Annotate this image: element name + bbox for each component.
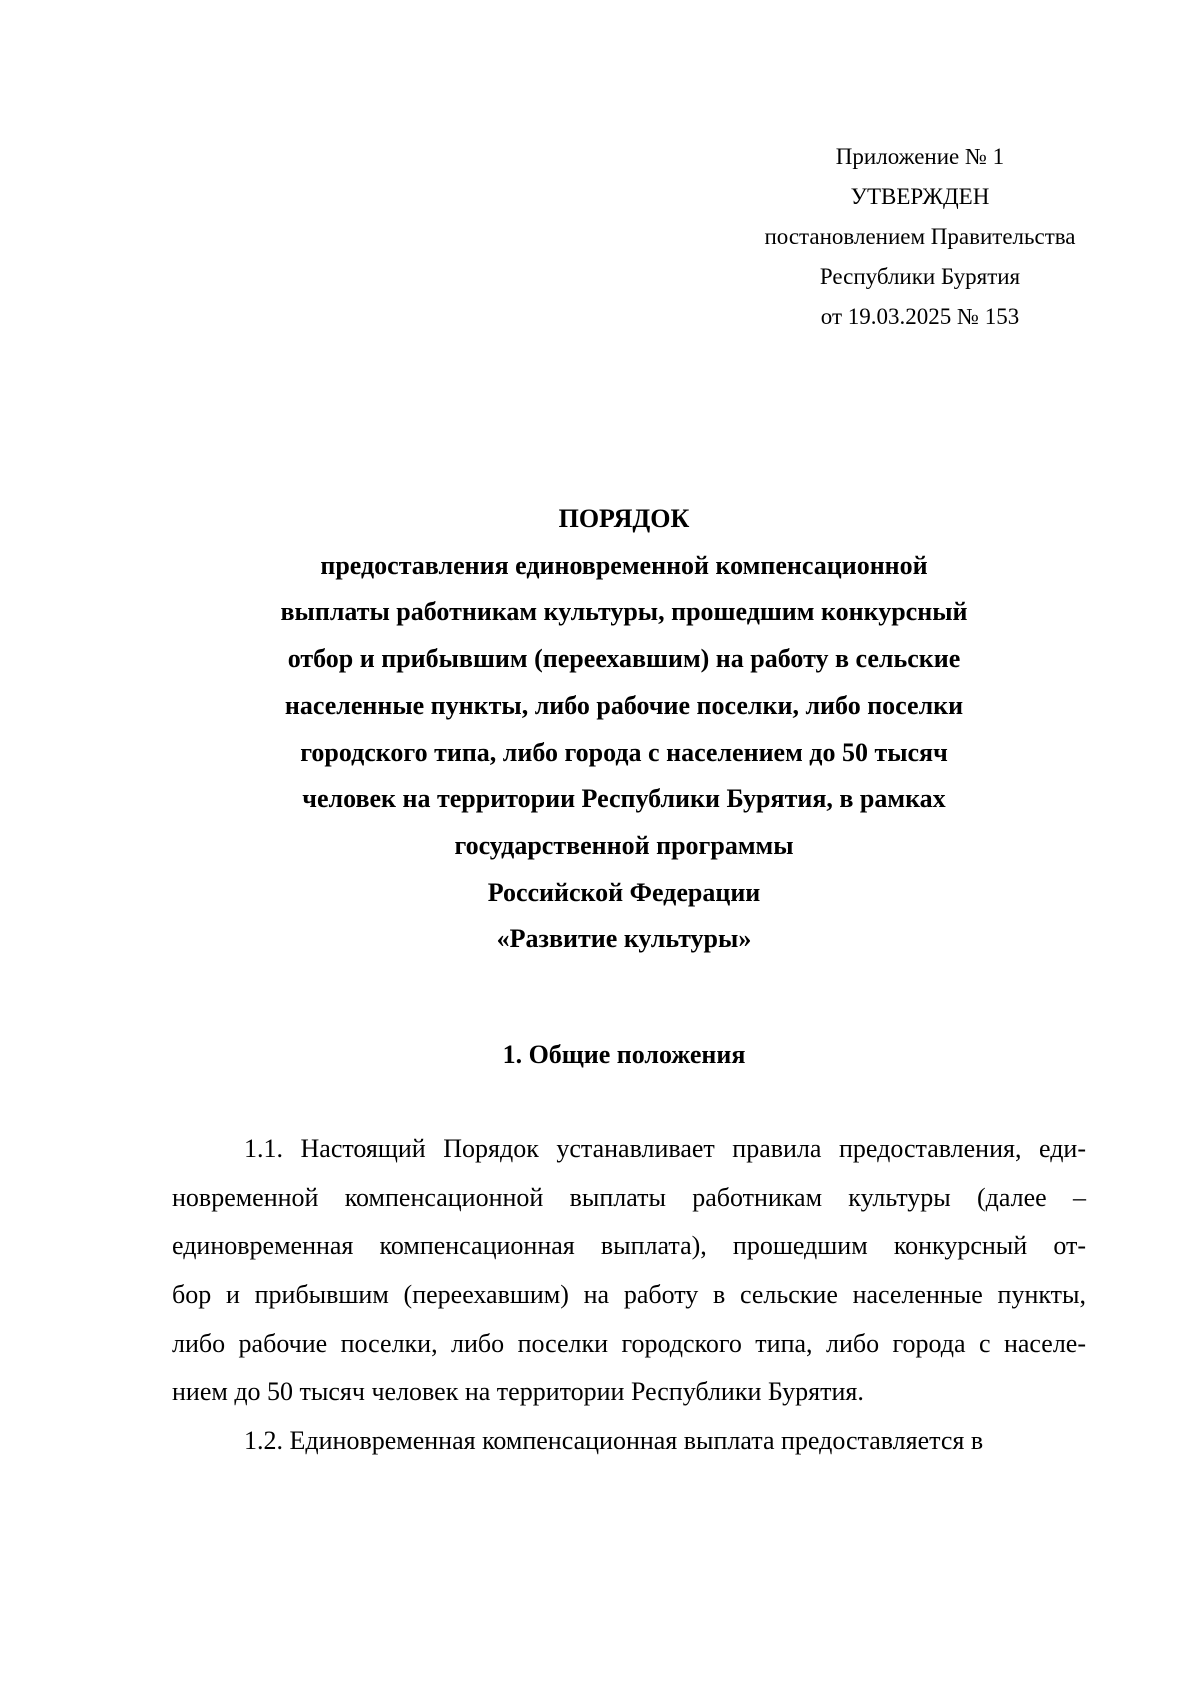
title-line: «Развитие культуры» xyxy=(496,924,752,954)
paragraph-line: 1.2. Единовременная компенсационная выплата предоставляется в xyxy=(244,1426,984,1456)
document-title xyxy=(172,496,1076,963)
approved-by-region: Республики Бурятия xyxy=(819,264,1021,289)
title-line: Российской Федерации xyxy=(487,877,761,907)
paragraph-line: нием до 50 тысяч человек на территории Республики Бурятия. xyxy=(172,1377,864,1407)
resolution-date-number: от 19.03.2025 № 153 xyxy=(820,304,1020,329)
title-heading: ПОРЯДОК xyxy=(558,504,690,533)
title-line: государственной программы xyxy=(454,830,794,860)
approved-label: УТВЕРЖДЕН xyxy=(850,184,990,209)
paragraph-line: бор и прибывшим (переехавшим) на работу в сельские населенные пункты, xyxy=(172,1280,1086,1310)
paragraph-line: либо рабочие поселки, либо поселки городского типа, либо города с населе- xyxy=(172,1328,1086,1358)
title-line: выплаты работникам культуры, прошедшим конкурсный xyxy=(280,597,968,627)
title-line: населенные пункты, либо рабочие поселки, либо поселки xyxy=(284,690,964,720)
title-line: предоставления единовременной компенсационной xyxy=(320,550,928,580)
title-line: отбор и прибывшим (переехавшим) на работу в сельские xyxy=(287,644,961,674)
paragraph-line: новременной компенсационной выплаты работникам культуры (далее – xyxy=(172,1182,1086,1212)
section-body xyxy=(172,1125,1086,1466)
paragraph-line: единовременная компенсационная выплата), прошедшим конкурсный от- xyxy=(172,1231,1086,1261)
appendix-number: Приложение № 1 xyxy=(835,144,1005,169)
paragraph-line: 1.1. Настоящий Порядок устанавливает правила предоставления, еди- xyxy=(244,1134,1086,1163)
approved-by: постановлением Правительства xyxy=(764,224,1076,249)
title-line: человек на территории Республики Бурятия, в рамках xyxy=(302,784,946,814)
approval-stamp xyxy=(720,137,1120,337)
section-heading: 1. Общие положения xyxy=(502,1040,746,1069)
title-line: городского типа, либо города с населением до 50 тысяч xyxy=(300,737,948,767)
